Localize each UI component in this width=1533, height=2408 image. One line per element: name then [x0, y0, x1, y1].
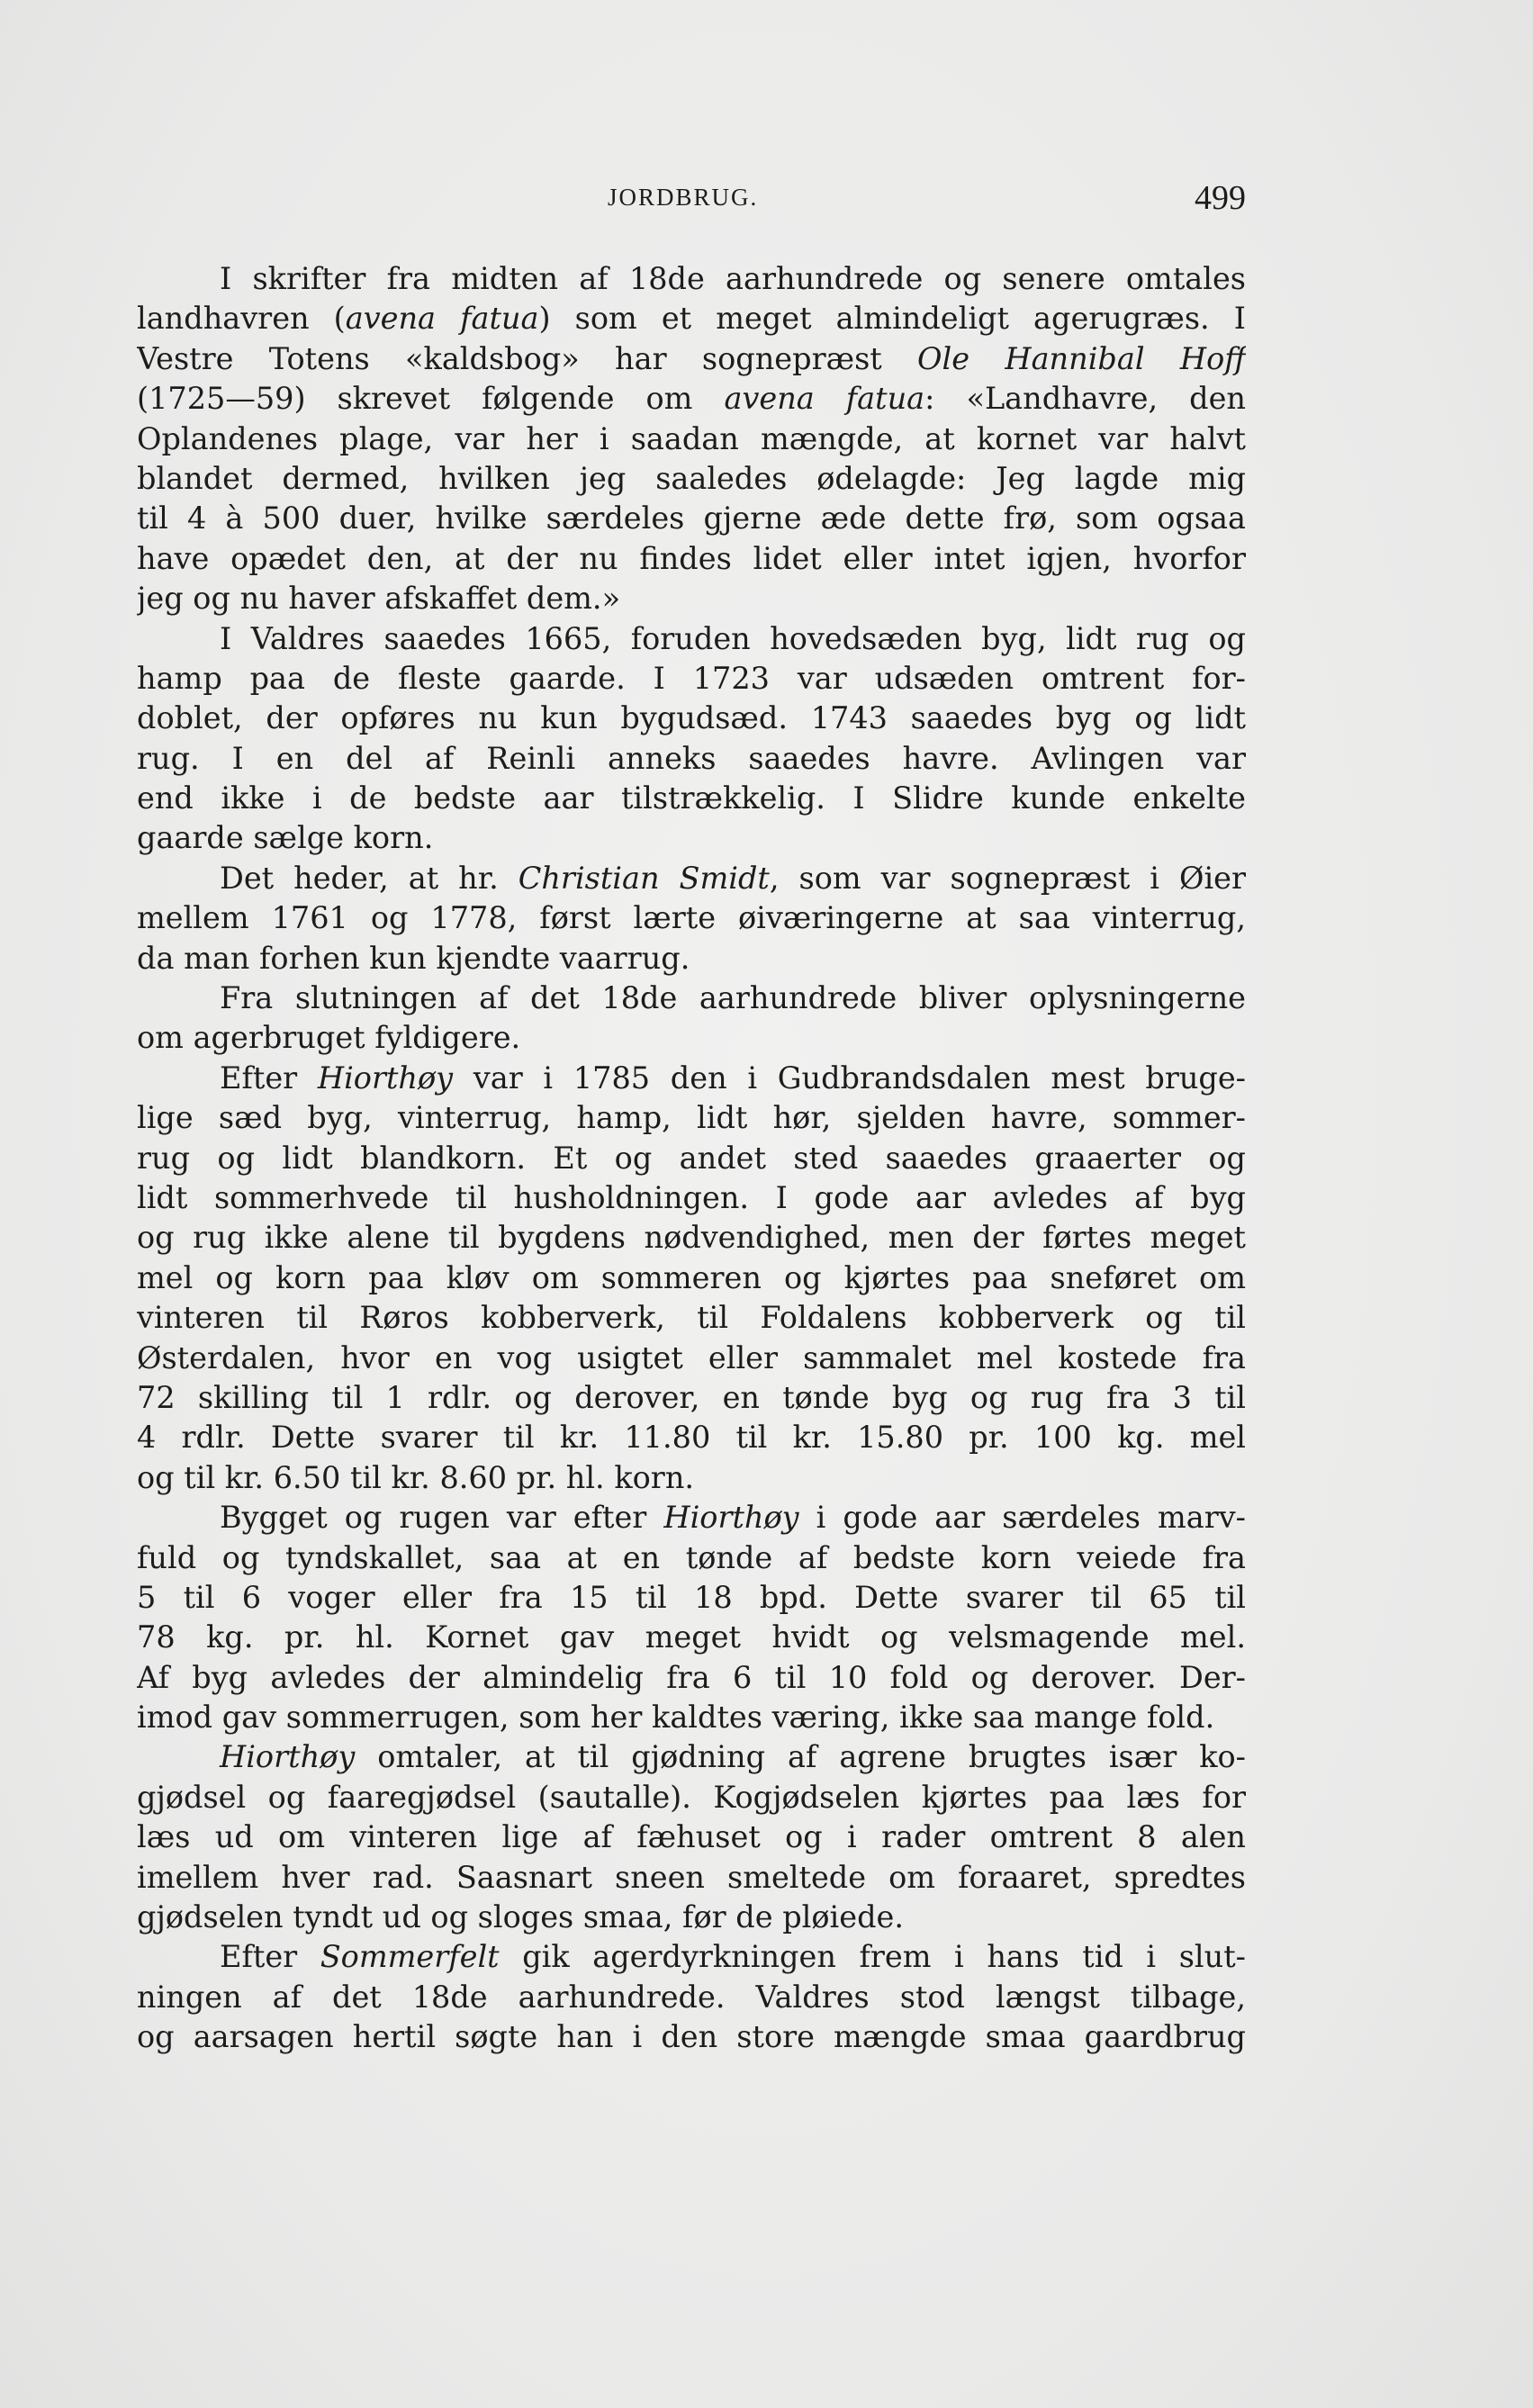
text-line: Efter Sommerfelt gik agerdyrkningen frem i hans tid i slut-: [220, 1939, 1246, 1975]
text-line: om agerbruget fyldigere.: [137, 1020, 521, 1056]
text-line: have opædet den, at der nu findes lidet eller intet igjen, hvorfor: [137, 540, 1246, 576]
text-line: rug. I en del af Reinli anneks saaedes havre. Avlingen var: [137, 740, 1246, 776]
text-line: mellem 1761 og 1778, først lærte øiværingerne at saa vinterrug,: [137, 900, 1246, 936]
text-line: Af byg avledes der almindelig fra 6 til 10 fold og derover. Der-: [137, 1659, 1246, 1695]
running-head: JORDBRUG.: [608, 184, 759, 211]
text-line: Vestre Totens «kaldsbog» har sognepræst Ole Hannibal Hoff: [137, 340, 1246, 376]
text-line: lidt sommerhvede til husholdningen. I gode aar avledes af byg: [137, 1179, 1246, 1215]
text-line: (1725—59) skrevet følgende om avena fatua: «Landhavre, den: [137, 381, 1246, 417]
page-number: 499: [1195, 179, 1246, 217]
text-line: Det heder, at hr. Christian Smidt, som var sognepræst i Øier: [220, 860, 1246, 896]
text-line: end ikke i de bedste aar tilstrækkelig. I Slidre kunde enkelte: [137, 780, 1246, 816]
body-text: [137, 259, 1246, 2058]
text-line: læs ud om vinteren lige af fæhuset og i rader omtrent 8 alen: [137, 1819, 1246, 1855]
text-line: da man forhen kun kjendte vaarrug.: [137, 940, 690, 976]
text-line: I Valdres saaedes 1665, foruden hovedsæden byg, lidt rug og: [220, 620, 1246, 656]
text-line: Oplandenes plage, var her i saadan mængde, at kornet var halvt: [137, 420, 1246, 456]
text-line: fuld og tyndskallet, saa at en tønde af bedste korn veiede fra: [137, 1539, 1246, 1575]
text-line: gjødsel og faaregjødsel (sautalle). Kogjødselen kjørtes paa læs for: [137, 1779, 1246, 1815]
text-line: Bygget og rugen var efter Hiorthøy i gode aar særdeles marv-: [220, 1500, 1246, 1536]
text-line: rug og lidt blandkorn. Et og andet sted saaedes graaerter og: [137, 1140, 1246, 1176]
text-line: Hiorthøy omtaler, at til gjødning af agrene brugtes især ko-: [220, 1739, 1246, 1775]
text-line: imellem hver rad. Saasnart sneen smeltede om foraaret, spredtes: [137, 1859, 1246, 1895]
text-line: ningen af det 18de aarhundrede. Valdres stod længst tilbage,: [137, 1979, 1246, 2015]
text-line: imod gav sommerrugen, som her kaldtes væring, ikke saa mange fold.: [137, 1700, 1215, 1736]
text-line: mel og korn paa kløv om sommeren og kjørtes paa sneføret om: [137, 1259, 1246, 1295]
text-line: lige sæd byg, vinterrug, hamp, lidt hør, sjelden havre, sommer-: [137, 1100, 1246, 1136]
text-line: 78 kg. pr. hl. Kornet gav meget hvidt og velsmagende mel.: [137, 1619, 1246, 1655]
text-line: 4 rdlr. Dette svarer til kr. 11.80 til kr. 15.80 pr. 100 kg. mel: [137, 1420, 1246, 1456]
text-line: Efter Hiorthøy var i 1785 den i Gudbrandsdalen mest bruge-: [220, 1060, 1246, 1096]
text-line: hamp paa de fleste gaarde. I 1723 var udsæden omtrent for-: [137, 660, 1246, 696]
text-line: til 4 à 500 duer, hvilke særdeles gjerne æde dette frø, som ogsaa: [137, 501, 1246, 537]
text-line: I skrifter fra midten af 18de aarhundrede og senere omtales: [220, 261, 1246, 296]
text-line: doblet, der opføres nu kun bygudsæd. 1743 saaedes byg og lidt: [137, 700, 1246, 736]
text-line: gaarde sælge korn.: [137, 820, 434, 856]
text-line: og aarsagen hertil søgte han i den store mængde smaa gaardbrug: [137, 2019, 1246, 2055]
text-line: blandet dermed, hvilken jeg saaledes ødelagde: Jeg lagde mig: [137, 460, 1246, 496]
text-line: vinteren til Røros kobberverk, til Foldalens kobberverk og til: [137, 1300, 1246, 1336]
page-header: [137, 179, 1246, 229]
text-line: jeg og nu haver afskaffet dem.»: [137, 581, 621, 617]
text-line: gjødselen tyndt ud og sloges smaa, før de pløiede.: [137, 1899, 904, 1935]
text-line: 5 til 6 voger eller fra 15 til 18 bpd. Dette svarer til 65 til: [137, 1579, 1246, 1615]
text-line: Østerdalen, hvor en vog usigtet eller sammalet mel kostede fra: [137, 1339, 1246, 1375]
text-line: og til kr. 6.50 til kr. 8.60 pr. hl. korn.: [137, 1459, 695, 1495]
text-line: og rug ikke alene til bygdens nødvendighed, men der førtes meget: [137, 1220, 1246, 1256]
text-line: landhavren (avena fatua) som et meget almindeligt agerugræs. I: [137, 301, 1246, 337]
text-line: Fra slutningen af det 18de aarhundrede bliver oplysningerne: [220, 980, 1246, 1016]
text-line: 72 skilling til 1 rdlr. og derover, en tønde byg og rug fra 3 til: [137, 1379, 1246, 1415]
